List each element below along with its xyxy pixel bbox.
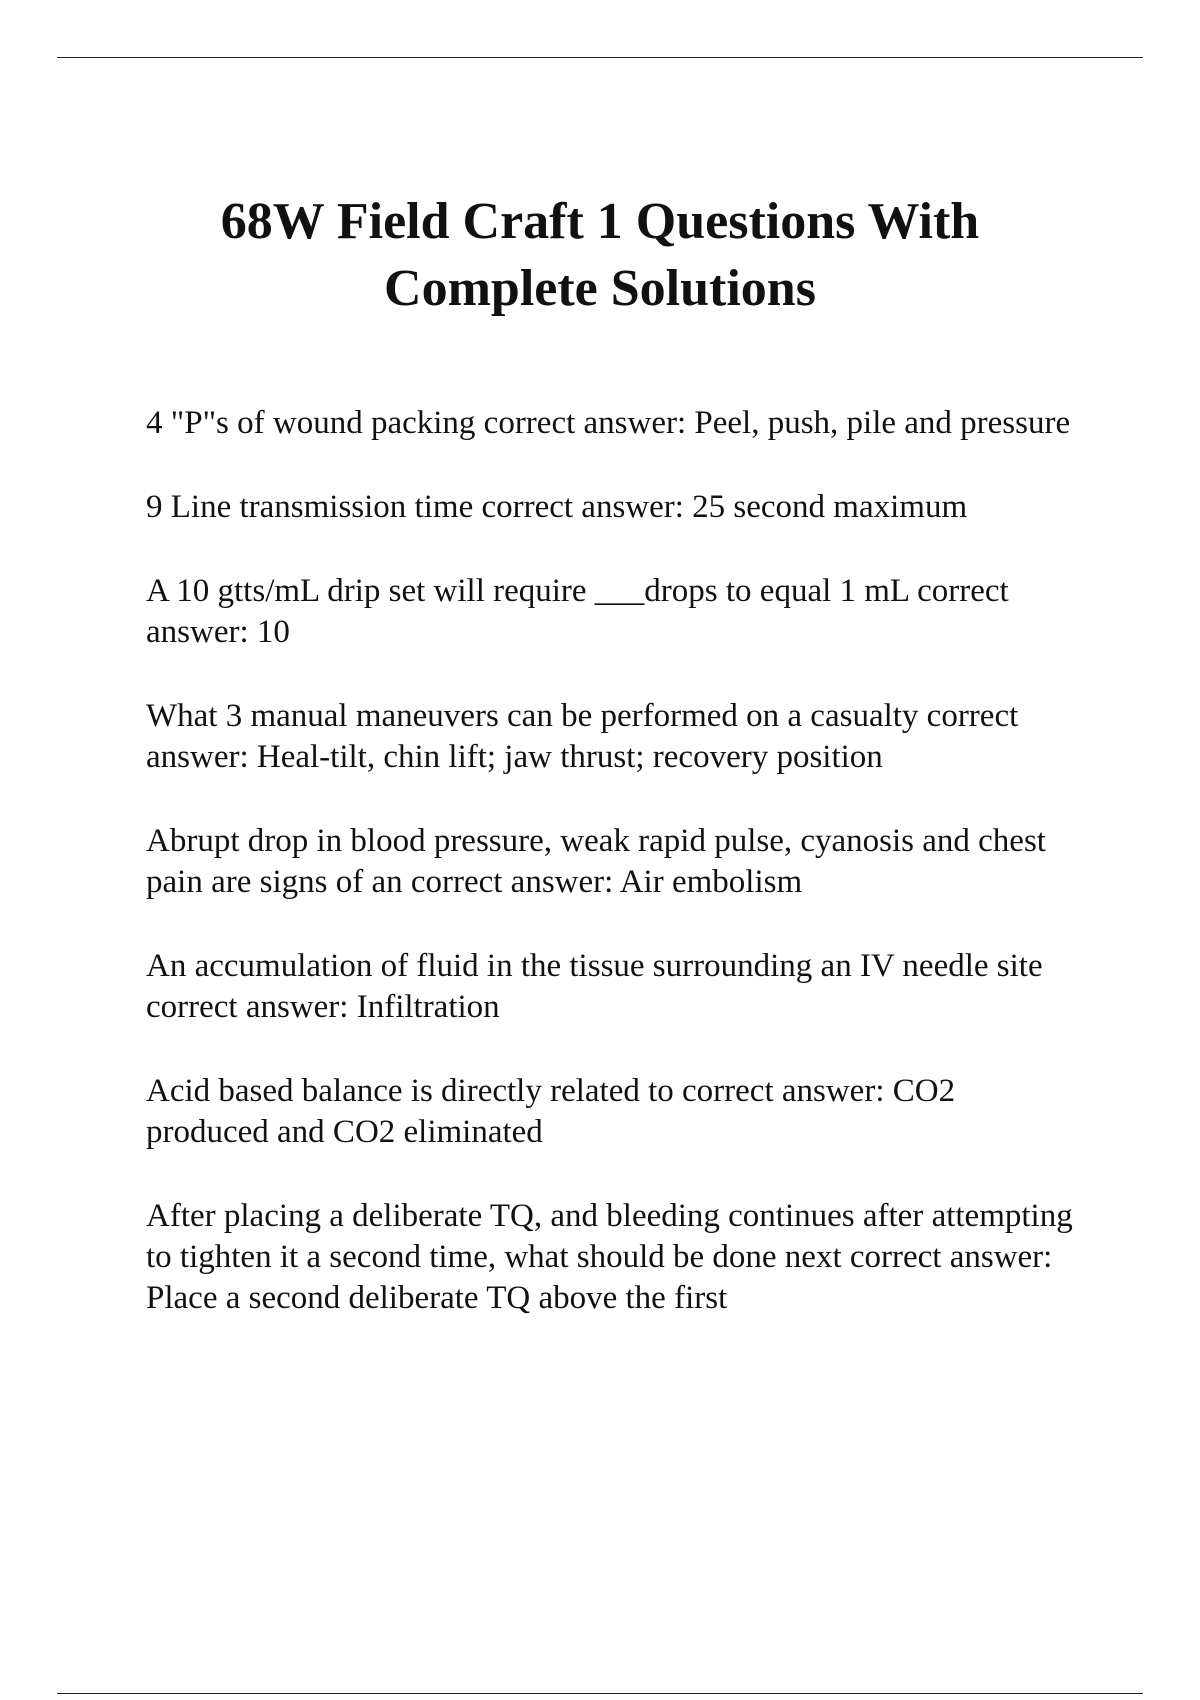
question-item: What 3 manual maneuvers can be performed on a casualty correct answer: Heal-tilt, chin lift; jaw thrust; recovery position — [146, 698, 1019, 775]
question-list — [146, 403, 1086, 1362]
question-item: Abrupt drop in blood pressure, weak rapid pulse, cyanosis and chest pain are signs of an correct answer: Air embolism — [146, 823, 1046, 900]
question-item: After placing a deliberate TQ, and bleeding continues after attempting to tighten it a second time, what should be done next correct answer: Place a second deliberate TQ above the first — [146, 1198, 1073, 1316]
question-item: An accumulation of fluid in the tissue surrounding an IV needle site correct answer: Infiltration — [146, 948, 1043, 1025]
question-item: Acid based balance is directly related to correct answer: CO2 produced and CO2 eliminated — [146, 1073, 956, 1150]
question-item: 9 Line transmission time correct answer: 25 second maximum — [146, 489, 968, 525]
top-divider — [57, 57, 1143, 58]
question-item: A 10 gtts/mL drip set will require ___drops to equal 1 mL correct answer: 10 — [146, 573, 1009, 650]
question-item: 4 "P"s of wound packing correct answer: Peel, push, pile and pressure — [146, 405, 1071, 441]
bottom-divider — [57, 1693, 1143, 1694]
document-title: 68W Field Craft 1 Questions With Complete Solutions — [220, 193, 980, 317]
